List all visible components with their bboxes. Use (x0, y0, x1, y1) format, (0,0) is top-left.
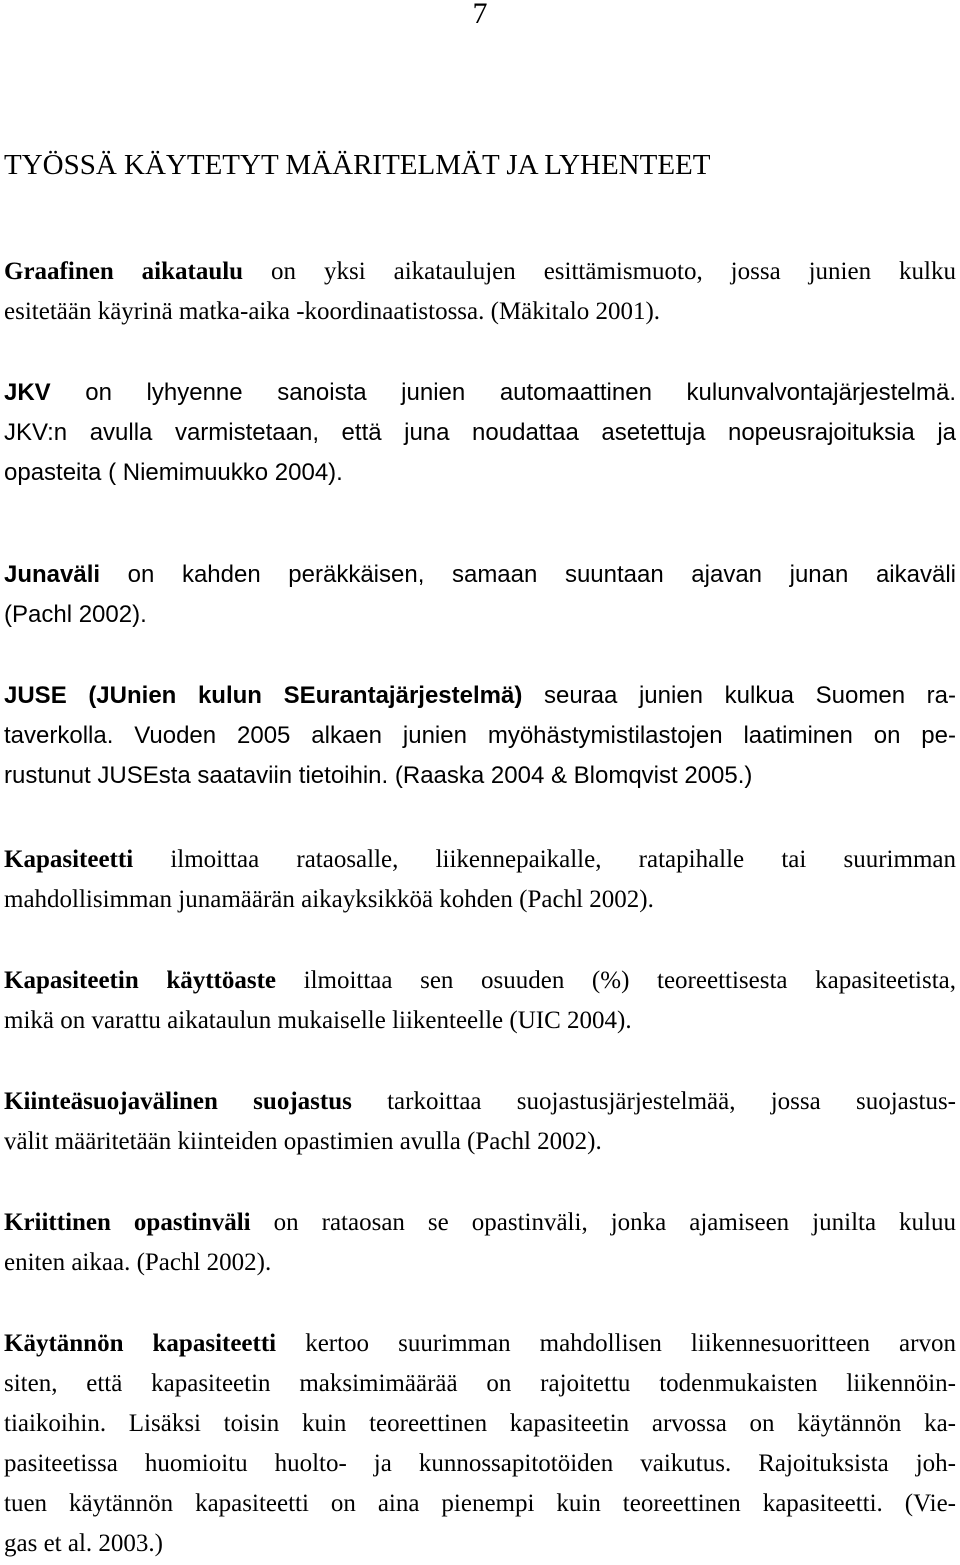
definition-line: gas et al. 2003.) (4, 1530, 163, 1557)
definition-term: JUSE (JUnien kulun SEurantajärjestelmä) (4, 682, 523, 709)
definition-juse (4, 676, 956, 796)
definition-term: Kriittinen opastinväli (4, 1209, 251, 1236)
definition-line: JKV:n avulla varmistetaan, että juna noudattaa asetettuja nopeusrajoituksia ja (4, 419, 956, 446)
definition-line: eniten aikaa. (Pachl 2002). (4, 1249, 272, 1276)
definition-text: ilmoittaa sen osuuden (%) teoreettisesta kapasiteetista, (276, 967, 957, 994)
definition-line: tiaikoihin. Lisäksi toisin kuin teoreettinen kapasiteetin arvossa on käytännön ka- (4, 1410, 956, 1437)
definition-text: tarkoittaa suojastusjärjestelmää, jossa suojastus- (351, 1088, 957, 1115)
definition-line: mahdollisimman junamäärän aikayksikköä kohden (Pachl 2002). (4, 886, 654, 913)
definition-term: Kapasiteetti (4, 846, 134, 873)
definition-kaytannon-kapasiteetti (4, 1324, 956, 1564)
page-number: 7 (472, 0, 488, 30)
definition-line (4, 555, 956, 595)
definition-term: Kapasiteetin käyttöaste (4, 967, 277, 994)
definition-line (4, 961, 956, 1001)
definition-term: Kiinteäsuojavälinen suojastus (4, 1088, 352, 1115)
definition-kriittinen-opastinvali (4, 1203, 956, 1283)
definition-text: on yksi aikataulujen esittämismuoto, jossa junien kulku (243, 258, 956, 285)
definition-line (4, 373, 956, 413)
definition-line: (Pachl 2002). (4, 601, 147, 628)
definition-term: JKV (4, 379, 51, 406)
definition-junavali (4, 555, 956, 635)
definition-line: pasiteetissa huomioitu huolto- ja kunnossapitotöiden vaikutus. Rajoituksista joh- (4, 1450, 956, 1477)
definition-text: on lyhyenne sanoista junien automaattinen kulunvalvontajärjestelmä. (50, 379, 956, 406)
definition-line (4, 840, 956, 880)
definition-kapasiteetin-kayttoaste (4, 961, 956, 1041)
definition-line: mikä on varattu aikataulun mukaiselle liikenteelle (UIC 2004). (4, 1007, 632, 1034)
definition-term: Junaväli (4, 561, 101, 588)
definition-jkv (4, 373, 956, 493)
definition-line: rustunut JUSEsta saataviin tietoihin. (Raaska 2004 & Blomqvist 2005.) (4, 762, 753, 789)
definition-term: Graafinen aikataulu (4, 258, 244, 285)
definition-line (4, 1324, 956, 1364)
definition-line: tuen käytännön kapasiteetti on aina pienempi kuin teoreettinen kapasiteetti. (Vie- (4, 1490, 956, 1517)
definition-line: taverkolla. Vuoden 2005 alkaen junien myöhästymistilastojen laatiminen on pe- (4, 722, 956, 749)
definition-line: siten, että kapasiteetin maksimimäärää on rajoitettu todenmukaisten liikennöin- (4, 1370, 956, 1397)
definition-text: kertoo suurimman mahdollisen liikennesuoritteen arvon (276, 1330, 956, 1357)
definition-term: Käytännön kapasiteetti (4, 1330, 277, 1357)
definition-text: seuraa junien kulkua Suomen ra- (522, 682, 956, 709)
definition-kapasiteetti (4, 840, 956, 920)
definition-graafinen-aikataulu (4, 252, 956, 332)
definition-line: esitetään käyrinä matka-aika -koordinaatistossa. (Mäkitalo 2001). (4, 298, 661, 325)
definition-line (4, 252, 956, 292)
definition-line: välit määritetään kiinteiden opastimien avulla (Pachl 2002). (4, 1128, 602, 1155)
definition-line (4, 1203, 956, 1243)
definition-kiintea-suojavalinen-suojastus (4, 1082, 956, 1162)
definition-line (4, 1082, 956, 1122)
definition-line: opasteita ( Niemimuukko 2004). (4, 459, 343, 486)
definition-text: on kahden peräkkäisen, samaan suuntaan ajavan junan aikaväli (100, 561, 956, 588)
definition-text: on rataosan se opastinväli, jonka ajamiseen junilta kuluu (250, 1209, 956, 1236)
definition-line (4, 676, 956, 716)
page-title: TYÖSSÄ KÄYTETYT MÄÄRITELMÄT JA LYHENTEET (4, 149, 711, 181)
definition-text: ilmoittaa rataosalle, liikennepaikalle, ratapihalle tai suurimman (133, 846, 956, 873)
